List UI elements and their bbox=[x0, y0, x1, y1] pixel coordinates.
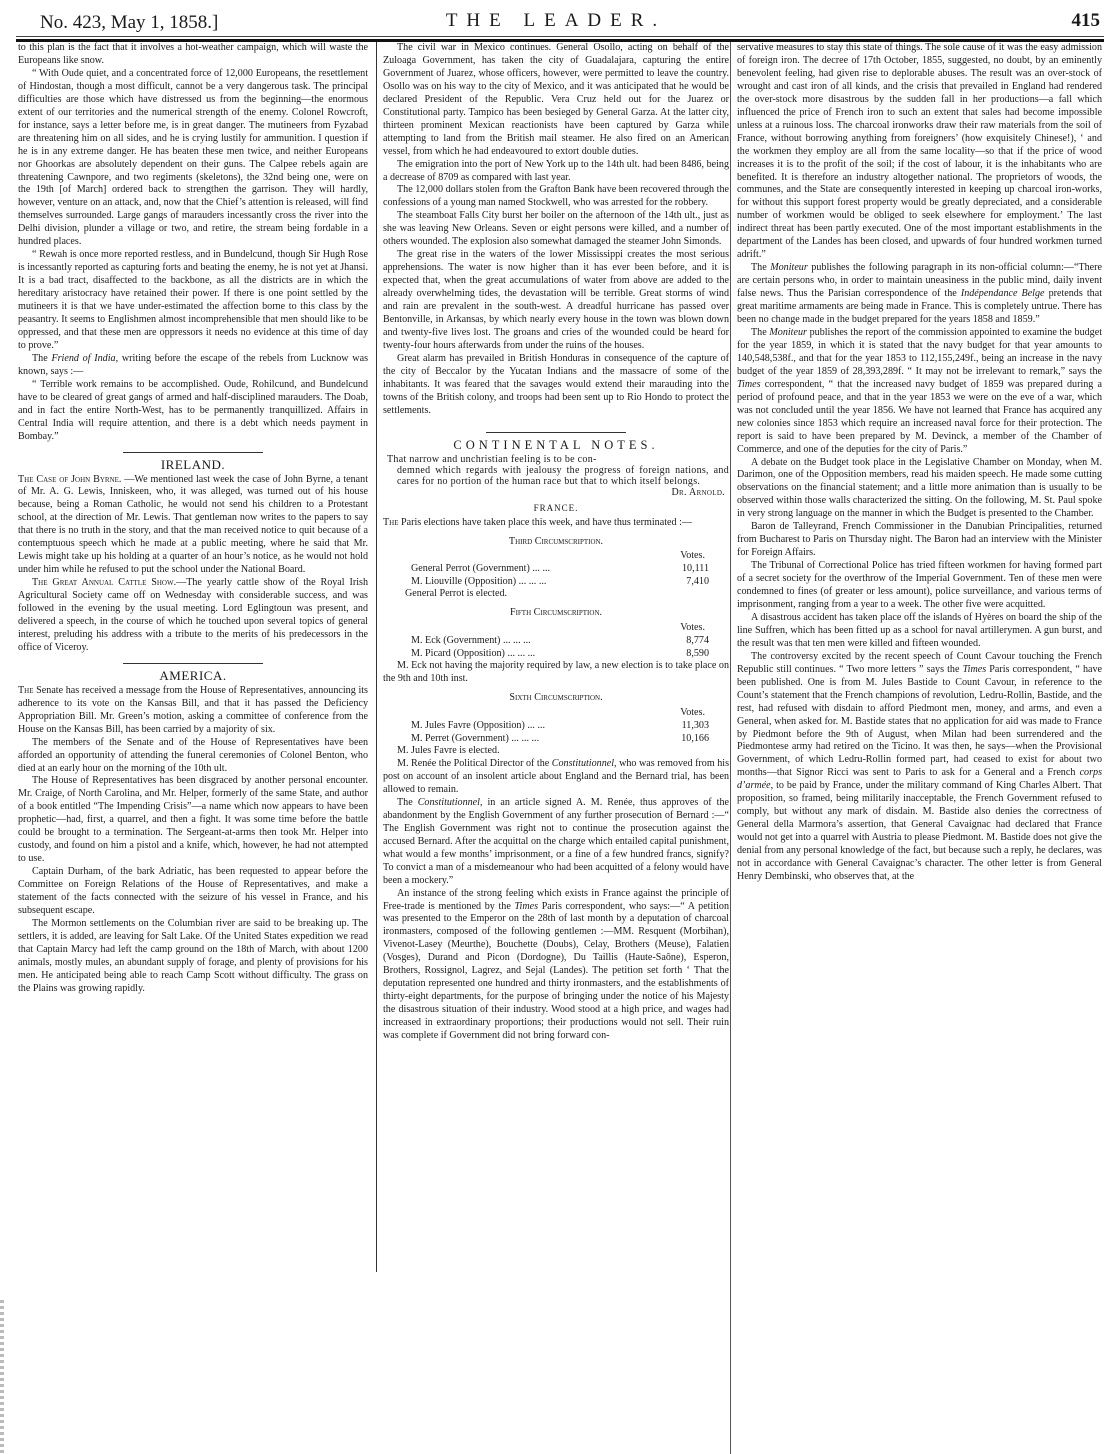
paragraph: The controversy excited by the recent speech of Count Cavour touching the French Republic still continues. “ Two more letters ” says the Times Paris correspondent, “ have been published. One is from M. Jules Bastide to Count Cavour, in reference to the Count’s statement that the French champions of revolution, Ledru-Rollin, Bastide, and the rest, had refused with disdain to afford Piedmont men, money, and arms, and even a General, when asked for. M. Bastide states that no application for aid was made to France by Piedmont before the 9th of August, when Milan had been surrendered and the Piedmontese army had retired on the Ticino. It was then, he says—when the Provisional Government, of which Ledru-Rollin formed part, had ceased to exist for about two months—that Signor Ricci was sent to Paris to ask for a General and a French corps d’armée, to be paid by France, under the military command of King Charles Albert. That proposition, so framed, being militarily inacceptable, the French Government refused to comply, but without any mark of disdain. M. Bastide also denies the correctness of General della Marmora’s assertion, that General Cavaignac had declared that France would not get into a quarrel with Austria to please Piedmont. M. Bastide does not give the denial from any personal knowledge of the fact, but because such a reply, he declares, was not in accordance with General Cavaignac’s character. The other letter is from General Henry Dembinski, who observes that, at the bbox=[737, 650, 1102, 882]
paragraph: Baron de Talleyrand, French Commissioner in the Danubian Principalities, returned from Bucharest to Paris on Thursday night. The Baron had an interview with the Minister for Foreign Affairs. bbox=[737, 521, 1102, 559]
masthead-rule bbox=[16, 36, 1104, 37]
paragraph: A disastrous accident has taken place off the islands of Hyères on board the ship of the line Suffren, which has been fitted up as a school for naval artillerymen. A gun burst, and the result was that ten men were killed and fifteen wounded. bbox=[737, 611, 1102, 649]
epigraph: That narrow and unchristian feeling is to be con- demned which regards with jealousy the progress of foreign nations, and cares for no portion of the human race but that to which itself belongs. Dr. Arnold. bbox=[387, 453, 729, 498]
paragraph: The House of Representatives has been disgraced by another personal encounter. Mr. Craige, of North Carolina, and Mr. Helper, formerly of the same State, and author of a book entitled “The Impending Crisis”—a name which now appears to have been prophetic—had, first, a quarrel, and then a fight. It was some time before the battle could be brought to a termination. The Sergeant-at-arms then took Mr. Helper into custody, and found on him a pistol and a knife, which, however, he had not attempted to use. bbox=[18, 775, 368, 865]
paragraph: The Friend of India, writing before the escape of the rebels from Lucknow was known, says :— bbox=[18, 352, 369, 377]
page-edge-shadow bbox=[0, 1300, 4, 1454]
column-3 bbox=[730, 42, 1102, 1454]
paragraph: servative measures to stay this state of things. The sole cause of it was the easy admission of foreign iron. The decree of 17th October, 1855, suggested, no doubt, by an eminently benevolent feeling, had given rise to deplorable abuses. The result was an over-stock of wrought and cast iron of all kinds, and the crisis that prevailed in England had rendered the over-stock more disastrous by the sudden fall in her productions—a fall which influenced the price of French iron to such an extent that sales had become impossible unless at a ruinous loss. The charcoal ironworks draw their raw materials from the soil of France, without borrowing anything from foreigners’ (how exquisitely Chinese!), ‘ and the workmen they employ are all from the same locality—so that if the price of wood increases it is to the profit of the soil; if the cost of labour, it is the inhabitants who are benefited. It is therefore an industry altogether national. The proprietors of woods, the communes, and the State are consequently interested in keeping up charcoal iron-works, for without this support forest property would be greatly depreciated, and a considerable number of workmen would be obliged to seek elsewhere for employment.’ The last indirect threat has been partly executed. One of the most important establishments in the department of the Landes has been closed, and upwards of four hundred workmen turned adrift.” bbox=[737, 42, 1102, 261]
paragraph: “ With Oude quiet, and a concentrated force of 12,000 Europeans, the resettlement of Hindostan, though a most difficult, cannot be a very dangerous task. The principal difficulties are those which have distressed us from the beginning—the enormous extent of our territories and the numerical strength of the enemy. Colonel Rowcroft, for instance, says a letter before me, is in great danger. The mutineers from Fyzabad are threatening him on all sides, and he is crying lustily for ammunition. I question if he is in any extreme danger. He has beaten these men twice, and neither Europeans nor Ghoorkas are absolutely dependent on their guns. The Calpee rebels again are threatening Cawnpore, and two regiments (skeletons), the 32nd being one, were on the 19th [of March] ordered back to strengthen the garrison. They will hardly, however, venture on an attack, and, now that the Chief’s attention is released, will find themselves surrounded. Large gangs of marauders incessantly cross the river into the Delhi division, plunder a village or two, and retire, the stream being fordable in a hundred places. bbox=[18, 67, 368, 248]
paragraph: The Senate has received a message from the House of Representatives, announcing its adherence to its vote on the Kansas Bill, and that it has passed the Deficiency Appropriation Bill. Mr. Green’s motion, asking a committee of conference from the House on the Kansas Bill, has been carried by a majority of six. bbox=[18, 684, 368, 735]
column-1 bbox=[18, 42, 368, 1454]
paragraph: The members of the Senate and of the House of Representatives have been afforded an opportunity of attending the funeral ceremonies of Colonel Benton, who died at an early hour on the morning of the 10th ult. bbox=[18, 736, 368, 774]
publication-name: Friend of India bbox=[51, 352, 116, 364]
votes-label: Votes. bbox=[680, 707, 705, 719]
election-results-table bbox=[383, 720, 729, 745]
votes-label: Votes. bbox=[680, 622, 705, 634]
circumscription-heading: Fifth Circumscription. bbox=[509, 607, 603, 619]
paragraph: “ Rewah is once more reported restless, and in Bundelcund, though Sir Hugh Rose is incessantly reported as capturing forts and beating the enemy, he is not yet at Jhansi. It is a bad tract, disaffected to the backbone, as all the districts are in which the hereditary aristocracy have retained their power. If there is one point settled by the mutineers it is that we have under-estimated the affection borne to this class by the peasantry. It seems to Englishmen almost incomprehensible that men should like to be oppressed, and that these men are oppressors it needs no evidence at this time of day to prove.” bbox=[18, 249, 369, 351]
paragraph: to this plan is the fact that it involves a hot-weather campaign, which will waste the Europeans like snow. bbox=[18, 42, 368, 66]
subheading-france: FRANCE. bbox=[533, 502, 579, 513]
election-result: General Perrot is elected. bbox=[405, 588, 508, 600]
circumscription-heading: Third Circumscription. bbox=[508, 535, 604, 547]
table-row: M. Picard (Opposition) ... ... ... 8,590 bbox=[411, 647, 709, 659]
paragraph: The Moniteur publishes the following paragraph in its non-official column:—“There are certain persons who, in order to maintain uneasiness in the public mind, daily invent false news. Thus the Parisian correspondence of the Indépendance Belge pretends that great maritime armaments are being made in France. This is completely untrue. There has been no change made in the budget prepared for the years 1858 and 1859.” bbox=[737, 262, 1103, 326]
section-divider bbox=[486, 432, 626, 433]
election-result: M. Jules Favre is elected. bbox=[397, 745, 500, 757]
section-heading-continental-notes: CONTINENTAL NOTES. bbox=[453, 437, 659, 452]
paragraph: The 12,000 dollars stolen from the Grafton Bank have been recovered through the confessions of a young man named Stockwell, who was arrested for the robbery. bbox=[383, 184, 729, 209]
newspaper-title: THE LEADER. bbox=[445, 10, 667, 31]
paragraph: The Paris elections have taken place this week, and have thus terminated :— bbox=[383, 516, 692, 528]
election-results-table bbox=[383, 635, 729, 660]
paragraph: A debate on the Budget took place in the Legislative Chamber on Monday, when M. Darimon, one of the Opposition members, read his maiden speech. He made some cutting observations on the financial statement; and a little more animation than is usually to be observed within those walls characterized the sitting. On the following, M. St. Paul spoke in very strong language on the manner in which the Budget is presented to the Chamber. bbox=[737, 456, 1102, 520]
paragraph: The emigration into the port of New York up to the 14th ult. had been 8486, being a decrease of 8709 as compared with last year. bbox=[383, 158, 729, 183]
issue-date: No. 423, May 1, 1858.] bbox=[40, 12, 219, 33]
paragraph: “ Terrible work remains to be accomplished. Oude, Rohilcund, and Bundelcund have to be cleared of great gangs of armed and half-disciplined marauders. The Doab, and in fact the entire North-West, has to be permanently tranquillized. Affairs in Central India will require attention, and there is a debt which needs payment in Bombay.” bbox=[18, 378, 368, 442]
table-row: M. Perret (Government) ... ... ... 10,166 bbox=[411, 732, 709, 744]
table-row: M. Liouville (Opposition) ... ... ... 7,410 bbox=[411, 575, 709, 587]
section-divider bbox=[123, 663, 263, 664]
paragraph: Great alarm has prevailed in British Honduras in consequence of the capture of the city of Beccalor by the Yucatan Indians and the massacre of some of the inhabitants. It was feared that the savages would extend their marauding into the towns of the British colony, and troops had been sent up to Rio Hondo to protect the settlements. bbox=[383, 352, 729, 416]
election-result: M. Eck not having the majority required by law, a new election is to take place on the 9th and 10th inst. bbox=[383, 660, 729, 685]
paragraph: M. Renée the Political Director of the Constitutionnel, who was removed from his post on account of an insolent article about England and the Bernard trial, has been allowed to remain. bbox=[383, 758, 729, 795]
circumscription-heading: Sixth Circumscription. bbox=[509, 692, 603, 704]
paragraph: The Constitutionnel, in an article signed A. M. Renée, thus approves of the abandonment by the English Government of any further prosecution of Bernard :—“ The English Government was right not to continue the prosecution against the accused Bernard. After the acquittal on the charge which entailed capital punishment, what would a few months’ imprisonment, or a fine of a few hundred francs, signify? To convict a man of a misdemeanour who had been acquitted of a felony would have been a mockery.” bbox=[383, 796, 729, 886]
table-row: M. Jules Favre (Opposition) ... ... 11,303 bbox=[411, 720, 709, 732]
votes-label: Votes. bbox=[680, 550, 705, 562]
election-results-table bbox=[383, 563, 729, 588]
paragraph: Captain Durham, of the bark Adriatic, has been requested to appear before the Committee on Foreign Relations of the House of Representatives, and make a statement of the facts connected with the seizure of his vessel in France, and his subsequent escape. bbox=[18, 866, 368, 916]
article-lead: The Case of John Byrne. bbox=[18, 473, 122, 485]
epigraph-attribution: Dr. Arnold. bbox=[671, 486, 725, 498]
section-heading-america: AMERICA. bbox=[159, 667, 227, 683]
masthead bbox=[0, 0, 1112, 38]
table-row: General Perrot (Government) ... ... 10,111 bbox=[411, 563, 709, 575]
section-divider bbox=[123, 452, 263, 453]
paragraph: The Great Annual Cattle Show.—The yearly cattle show of the Royal Irish Agricultural Society came off on Wednesday with considerable success, and was followed in the evening by the usual meeting. Lord Eglingtoun was present, and delivered a speech, in the course of which he touched upon several topics of general interest, preluding his address with a tribute to the merits of his predecessors in the office of Viceroy. bbox=[18, 577, 368, 653]
paragraph: The Case of John Byrne. —We mentioned last week the case of John Byrne, a tenant of Mr. A. G. Lewis, Inniskeen, who, it was alleged, was turned out of his house because, being a Roman Catholic, he would not send his children to a Protestant school, at the direction of Mr. Lewis. That gentleman now writes to the papers to say that there is no truth in the story, and that the man received notice to quit because of a contemptuous speech which he made at a public meeting, where he said that Mr. Lewis might take up his holding at a quarter of an hour’s notice, as he would not hold under him while he refused to put the school under the National Board. bbox=[18, 473, 369, 576]
paragraph: The Mormon settlements on the Columbian river are said to be breaking up. The settlers, it is added, are leaving for Salt Lake. Of the United States expedition we read that Captain Marcy had left the camp ground on the 18th of March, with about 1200 animals, mostly mules, an abundant supply of forage, and plenty of provisions for his men. He anticipated being able to reach Camp Scott without difficulty. The grass on the Plains was growing rapidly. bbox=[18, 917, 368, 994]
page-number: 415 bbox=[1071, 10, 1100, 31]
article-lead: The Great Annual Cattle Show. bbox=[32, 577, 177, 589]
paragraph: An instance of the strong feeling which exists in France against the principle of Free-trade is mentioned by the Times Paris correspondent, who says:—“ A petition was presented to the Emperor on the 28th of last month by a deputation of charcoal ironmasters, composed of the following gentlemen :—MM. Resquent (Morbihan), Vivenot-Lasey (Meurthe), Bouchette (Doubs), Celay, Brothers (Meuse), Falatien (Vosges), Durand and Picon (Dordogne), Du Taillis (Haute-Saône), Esperon, Brothers, Rossignol, Lagrez, and Sejal (Landes). The petition set forth ‘ That the deputation represented one hundred and thirty ironmasters, and the establishments of thirty-eight departments, for the purpose of bringing under the notice of his Majesty the disastrous situation of their industry. Wood stood at a high price, and wages had increased in extraordinary proportions; their productions would not sell. Their ruin was complete if Government did not bring forward con- bbox=[383, 887, 729, 1042]
column-2 bbox=[376, 42, 729, 1272]
paragraph: The Moniteur publishes the report of the commission appointed to examine the budget for the year 1859, in which it is stated that the navy budget for that year amounts to 140,548,538f., and that for the year 1853 to 112,155,249f., being an increase in the navy budget of the year 1859 of 28,393,289f. “ It may not be irrelevant to remark,” says the Times correspondent, “ that the increased navy budget of 1859 was prepared during a period of profound peace, and that in the year 1853 we were on the eve of a war, which was not concluded until the year 1856. We have not learned that France has acquired any new colonies since 1853 which require an increased naval force for their protection. The report is said to have been prepared by M. Devinck, a member of the Chamber of Commerce, and one of the deputies for the city of Paris.” bbox=[737, 326, 1102, 455]
table-row: M. Eck (Government) ... ... ... 8,774 bbox=[411, 635, 709, 647]
paragraph: The civil war in Mexico continues. General Osollo, acting on behalf of the Zuloaga Government, has taken the city of Guadalajara, capturing the entire Government of Juarez, whose officers, however, were permitted to leave the country. Osollo was on his way to the city of Mexico, and it was anticipated that he would be declared President of the Republic. Vera Cruz held out for the Juarez or Constitutional party. Tampico has been besieged by General Garza. At the latter city, thirteen prominent Mexican reactionists have been captured by Garza while attempting to land from the British mail steamer. He also fired on an American vessel, from which he had endeavoured to extort double duties. bbox=[383, 42, 729, 157]
paragraph: The steamboat Falls City burst her boiler on the afternoon of the 14th ult., just as she was leaving New Orleans. Seven or eight persons were killed, and a number of others wounded. The explosion also somewhat damaged the steamer John Simonds. bbox=[383, 210, 729, 248]
paragraph: The Tribunal of Correctional Police has tried fifteen workmen for having formed part of a secret society for the overthrow of the Imperial Government. Ten of these men were condemned to fines (of greater or less amount), police surveillance, and various terms of imprisonment, ranging from a year to a week. The other five were acquitted. bbox=[737, 560, 1102, 610]
paragraph: The great rise in the waters of the lower Mississippi creates the most serious apprehensions. The water is now higher than it has ever been before, and it is expected that, when the great accumulations of water from above are added to the already overwhelming tides, the devastation will be terrible. Great storms of wind and rain are prevalent in the south-west. A dreadful hurricane has passed over Bentonville, in Arkansas, by which nearly every house in the town was blown down and twenty-five lives lost. The groans and cries of the wounded could be heard for twenty-four hours afterwards from under the ruins of the houses. bbox=[383, 249, 729, 351]
section-heading-ireland: IRELAND. bbox=[160, 456, 226, 472]
